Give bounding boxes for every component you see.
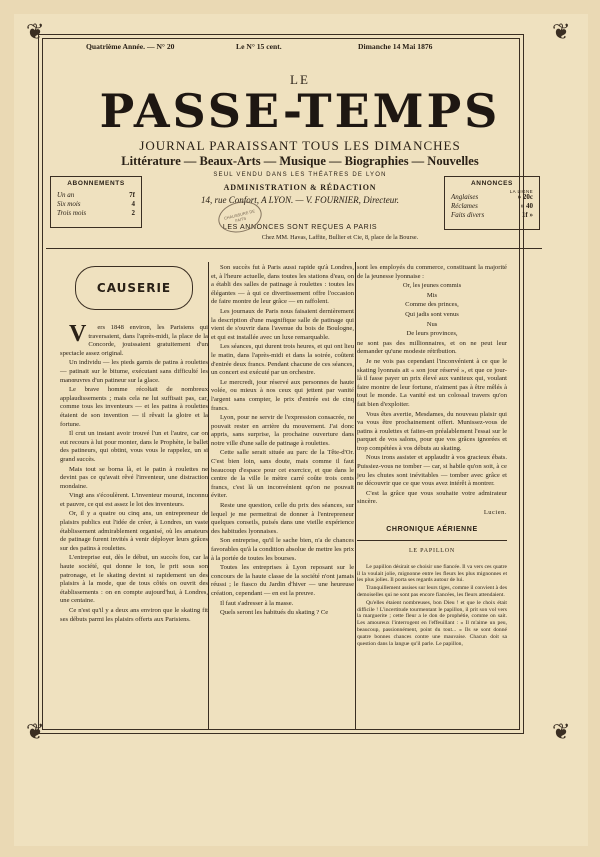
causerie-heading: CAUSERIE: [75, 266, 193, 310]
verse-line: De leurs provinces,: [406, 330, 458, 338]
subscription-row: Trois mois 2: [57, 209, 135, 217]
masthead-title: PASSE-TEMPS: [99, 84, 501, 138]
paragraph: Je ne vois pas cependant l'inconvénient à ce que le skating lyonnais ait « son jour réservé », et que ce jour-là il fasse payer un prix élevé aux vaniteux qui, voulant faire montre de leur fortune, n'aiment pas à être mêlés à tout le monde. La vanité est un colossal travers qu'on fait bien d'exploiter.: [357, 357, 507, 408]
paragraph: Les séances, qui durent trois heures, et qui ont lieu le matin, dans l'après-midi et dans la soirée, coûtent d'entrée deux francs. Pendant chacune de ces séances, un concert est exécuté par un orchestre.: [211, 343, 354, 377]
verse-line: Comme des princes,: [405, 301, 459, 309]
paragraph: Reste une question, celle du prix des séances, sur lequel je me permettrai de donner à l'entrepreneur quelques conseils, puisés dans une vieille expérience des habitudes lyonnaises.: [211, 502, 354, 535]
ornament-corner-icon: ❦: [552, 20, 571, 45]
verse-line: Mis: [426, 291, 438, 299]
header-rule: [46, 248, 542, 249]
paragraph: Tranquillement assises sur leurs tiges, comme il convient à des demoiselles qui ne sont pas encore fiancées, les fleurs attendaient.: [357, 585, 507, 598]
subscription-row: Un an 7f: [57, 191, 135, 199]
paragraph: Le papillon désirait se choisir une fiancée. Il va vers ces quatre il la voulait jolie, mignonne entre les fleurs les plus mignonnes et les plus jolies. Il porta ses regards autour de lui.: [357, 563, 507, 584]
column-1: [60, 258, 208, 625]
administration-label: ADMINISTRATION & RÉDACTION: [223, 183, 377, 192]
ornament-corner-icon: ❦: [26, 720, 45, 745]
ads-notice: LES ANNONCES SONT REÇUES A PARIS: [222, 224, 378, 231]
paragraph: V ers 1848 environ, les Parisiens qui traversaient, dans l'après-midi, la place de la Concorde, jouissaient gratuitement d'un spectacle assez original.: [60, 321, 208, 357]
column-divider: [355, 262, 356, 730]
paragraph: sont les employés du commerce, constituant la majorité de la jeunesse lyonnaise :: [357, 264, 507, 280]
column-divider: [208, 262, 209, 730]
year-number: Quatrième Année. — N° 20: [86, 42, 175, 51]
paragraph: C'est la grâce que vous souhaite votre admirateur sincère.: [357, 489, 507, 506]
paragraph: L'entreprise eut, dès le début, un succès fou, car la haute société, qui donne le ton, le prit sous son patronage, et le skating devint si rapidement un des plaisirs à la mode, que de tous côtés on ouvrit des établissements : on en compte aujourd'hui, à Londres, une centaine.: [60, 554, 208, 605]
issue-price: Le N° 15 cent.: [236, 42, 282, 51]
masthead-subtitle: JOURNAL PARAISSANT TOUS LES DIMANCHES: [139, 138, 461, 153]
dropcap-letter: V: [69, 321, 87, 347]
paragraph: Vingt ans s'écoulèrent. L'inventeur mourut, inconnu et pauvre, ce qui est assez le lot des inventeurs.: [60, 492, 208, 508]
verse-line: Or, les jeunes commis: [402, 282, 462, 290]
ornament-corner-icon: ❦: [552, 720, 571, 745]
subscriptions-box: [50, 176, 142, 228]
ads-agent: Chez MM. Havas, Laffite, Bullier et Cie, 8, place de la Bourse.: [261, 234, 419, 241]
paragraph: Le mercredi, jour réservé aux personnes de haute volée, ou mieux à nos ceux qui jettent par vanité l'argent sans compter, le prix d'entrée est de cinq francs.: [211, 378, 354, 412]
paragraph: Nous irons assister et applaudir à vos gracieux ébats. Puissiez-vous ne tomber — car, si habile qu'on soit, à ce jeu les chutes sont inévitables — tomber avec grâce et ne découvrir que ce que vous avez intérêt à montrer.: [357, 454, 507, 488]
paragraph: Ce n'est qu'il y a deux ans environ que le skating fit ses débuts parmi les plaisirs offerts aux Parisiens.: [60, 607, 208, 623]
subscriptions-title: ABONNEMENTS: [67, 180, 125, 187]
advertisements-title: ANNONCES: [471, 180, 513, 187]
paragraph: Il faut s'adresser à la masse.: [220, 599, 294, 607]
verse-line: Qui jadis sont venus: [405, 310, 459, 318]
column-2: [211, 264, 354, 619]
subscription-row: Six mois 4: [57, 200, 135, 208]
chronique-heading: CHRONIQUE AÉRIENNE: [386, 525, 478, 533]
ad-rate-row: Réclames » 40: [451, 202, 533, 210]
paragraph: Le brave homme récoltait de nombreux applaudissements ; mais cela ne lui suffisait pas, car, comme tous les inventeurs — et les patins à roulettes étaient de son invention — il rêvait la gloire et la fortune.: [60, 386, 208, 428]
paragraph: Toutes les entreprises à Lyon reposant sur le concours de la haute classe de la société n'ont jamais réussi ; le fiasco du Jardin d'hiver — une heureuse création, cependant — en est la preuve.: [211, 564, 354, 597]
paragraph: Quels seront les habitués du skating ? Ce: [220, 609, 329, 617]
ornament-corner-icon: ❦: [26, 20, 45, 45]
title-article: LE: [290, 72, 310, 87]
masthead-subjects: Littérature — Beaux-Arts — Musique — Biographies — Nouvelles: [121, 154, 479, 168]
author-signature: Lucien.: [483, 509, 507, 517]
advertisements-unit: LA LIGNE: [509, 189, 533, 194]
verse-line: Nus: [426, 320, 438, 328]
ad-rate-row: Anglaises » 20c: [451, 193, 533, 201]
column-3: [357, 264, 507, 648]
paragraph: Cette salle serait située au parc de la Tête-d'Or. C'est bien loin, sans doute, mais comme il faut beaucoup d'espace pour cet exercice, et que dans le centre de la ville le mètre carré coûte trois cents francs, c'est là un inconvénient qu'on ne pouvait éviter.: [211, 449, 354, 500]
paragraph: ne sont pas des millionnaires, et on ne peut leur demander qu'une modeste rétribution.: [357, 339, 507, 356]
paragraph: Un individu — les pieds garnis de patins à roulettes — patinait sur le bitume, exécutant sans difficulté les manœuvres d'un patineur sur la glace.: [60, 359, 208, 384]
paragraph: Lyon, pour ne servir de l'expression consacrée, ne pouvait rester en arrière du mouvement. J'ai donc appris, sans surprise, la prochaine ouverture dans notre ville d'une salle de patinage à roulettes.: [211, 414, 354, 447]
paragraph: Qu'elles étaient nombreuses, bon Dieu ! et que le choix était difficile ! L'incertitude tourmentant le papillon, il prit son vol vers la marguerite ; cette fleur a le don de prophétie, comme on sait. Les amoureux l'interrogent en l'effeuillant : « Il m'aime un peu, beaucoup, passionnément, point du tout... » Ils se sont donné quatre bonnes chances contre une mauvaise. Chacun doit sa question dans la langue qu'il parle. Le papillon,: [357, 599, 507, 647]
ad-rate-row: Faits divers 1f »: [451, 211, 533, 219]
advertisements-box: [444, 176, 540, 230]
sales-note: SEUL VENDU DANS LES THÉATRES DE LYON: [213, 172, 387, 178]
paragraph: Or, il y a quatre ou cinq ans, un entrepreneur de plaisirs publics eut l'idée de créer, à Londres, un vaste établissement admirablement organisé, où les amateurs de patinage furent invités à venir déployer leurs grâces sur des patins à roulettes.: [60, 510, 208, 552]
paragraph: Il crut un instant avoir trouvé l'un et l'autre, car on eut recours à lui pour monter, dans le Prophète, le ballet des patineurs, qui obtint, vous vous le rappelez, un si grand succès.: [60, 430, 208, 463]
paragraph: Mais tout se borna là, et le patin à roulettes ne devint pas ce qu'avait rêvé l'inventeur, une distraction mondaine.: [60, 465, 208, 490]
issue-date: Dimanche 14 Mai 1876: [358, 42, 433, 51]
paragraph: Vous êtes avertie, Mesdames, du nouveau plaisir qui va vous être prochainement offert. Munissez-vous de patins à roulettes et faites-en préalablement l'essai sur le parquet de vos salons, pour que vos grâces ignorées et trop compétées à vos débuts au skating.: [357, 410, 507, 452]
ink-stamp: CHAUSSURE DE FAITS: [215, 197, 265, 237]
paragraph: Son entreprise, qu'il le sache bien, n'a de chances favorables qu'à la condition absolue de mettre les prix à la portée de toutes les bourses.: [211, 537, 354, 562]
paragraph: Son succès fut à Paris aussi rapide qu'à Londres, et, à l'heure actuelle, dans toutes les stations d'eau, on a établi des salles de patinage à roulettes : toutes les élégantes — à qui ce divertissement offre l'occasion de faire montre de leur grâce — en raffolent.: [211, 264, 354, 306]
office-address: 14, rue Confort, A LYON. — V. FOURNIER, Directeur.: [201, 195, 399, 205]
chronique-subheading: LE PAPILLON: [357, 540, 507, 556]
paragraph: Les journaux de Paris nous faisaient dernièrement la description d'une magnifique salle de patinage qui vient de s'ouvrir dans l'avenue du bois de Boulogne, et qui est installée avec un luxe remarquable.: [211, 307, 354, 341]
